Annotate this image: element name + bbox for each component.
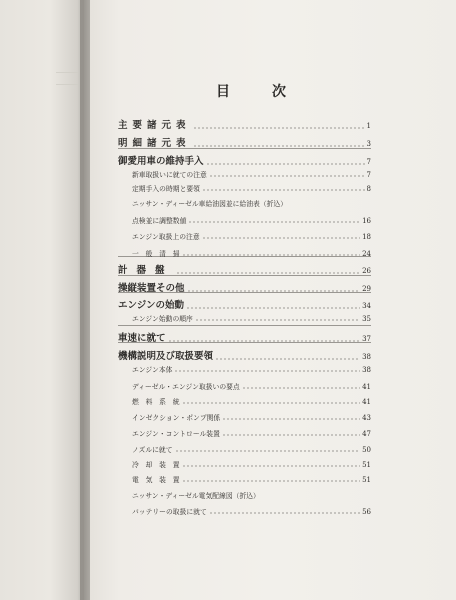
toc-page-number: 8 — [366, 185, 371, 193]
toc-page-number: 34 — [362, 302, 371, 310]
toc-entry-label: ディーゼル・エンジン取扱いの要点 — [132, 383, 240, 391]
toc-entry-label: 機構説明及び取扱要領 — [118, 351, 214, 362]
toc-entry-label: 主要諸元表 — [118, 120, 191, 131]
toc-leader-dots — [187, 290, 361, 292]
toc-subsection-entry — [132, 428, 371, 438]
toc-entry-label: 車速に就て — [118, 333, 166, 344]
toc-leader-dots — [182, 402, 361, 404]
toc-leader-dots — [182, 480, 361, 482]
toc-entry-label: 定期手入の時期と要領 — [132, 185, 200, 193]
toc-leader-dots — [215, 358, 360, 360]
toc-leader-dots — [222, 434, 360, 436]
toc-leader-dots — [195, 319, 360, 321]
toc-subsection-entry — [132, 444, 371, 454]
toc-page-number: 7 — [366, 171, 371, 179]
toc-leader-dots — [242, 387, 360, 389]
toc-leader-dots — [206, 163, 365, 165]
toc-entry-label: 冷 却 装 置 — [132, 461, 180, 469]
toc-section-entry — [118, 330, 371, 344]
toc-page-number: 29 — [362, 285, 371, 293]
toc-page-number: 38 — [362, 353, 371, 361]
toc-page-number: 41 — [362, 398, 371, 406]
toc-leader-dots — [188, 221, 360, 223]
toc-entry-label: 明細諸元表 — [118, 138, 191, 149]
toc-section-entry — [118, 153, 371, 167]
toc-entry-label: 計器盤 — [118, 265, 174, 276]
table-of-contents — [118, 0, 371, 600]
toc-page-number: 51 — [362, 476, 371, 484]
toc-entry-label: 燃 料 系 統 — [132, 398, 180, 406]
toc-entry-label: エンジン始動の順序 — [132, 315, 193, 323]
toc-page-number: 16 — [362, 217, 371, 225]
toc-subsection-entry — [132, 231, 371, 241]
toc-page-number: 24 — [362, 250, 371, 258]
page-title-char: 次 — [272, 84, 286, 100]
left-page-bleed-mark — [56, 84, 78, 95]
left-page-bleed-mark — [56, 72, 78, 83]
toc-subsection-entry — [132, 506, 371, 516]
toc-section-entry — [118, 280, 371, 294]
toc-entry-label: ノズルに就て — [132, 446, 173, 454]
toc-leader-dots — [202, 189, 365, 191]
toc-leader-dots — [202, 237, 360, 239]
toc-page-number: 1 — [366, 122, 371, 130]
toc-entry-label: 点検並に調整数値 — [132, 217, 187, 225]
toc-subsection-entry — [132, 474, 371, 484]
toc-page-number: 7 — [366, 158, 371, 166]
toc-section-entry — [118, 297, 371, 311]
toc-entry-label: 御愛用車の維持手入 — [118, 156, 204, 167]
toc-entry-label: エンジン本体 — [132, 366, 173, 374]
toc-page-number: 35 — [362, 315, 371, 323]
left-page-edge — [0, 0, 84, 600]
toc-entry-label: ニッサン・ディーゼル電気配線図（折込） — [132, 492, 260, 500]
toc-leader-dots — [209, 512, 360, 514]
toc-leader-dots — [182, 254, 361, 256]
toc-entry-label: 電 気 装 置 — [132, 476, 180, 484]
toc-entry-label: 操縦装置その他 — [118, 283, 185, 294]
toc-entry-label: エンジン・コントロール装置 — [132, 430, 220, 438]
toc-subsection-entry — [132, 313, 371, 323]
toc-section-entry — [118, 348, 371, 362]
toc-entry-label: バッテリーの取扱に就て — [132, 508, 207, 516]
toc-leader-dots — [168, 340, 361, 342]
toc-page-number: 56 — [362, 508, 371, 516]
toc-subsection-entry — [132, 490, 371, 500]
toc-leader-dots — [174, 370, 360, 372]
toc-page-number: 38 — [362, 366, 371, 374]
toc-subsection-entry — [132, 198, 371, 208]
section-divider — [118, 325, 371, 326]
toc-page-number: 37 — [362, 335, 371, 343]
toc-entry-label: エンジン取扱上の注意 — [132, 233, 200, 241]
toc-leader-dots — [209, 175, 365, 177]
toc-entry-label: 一 般 清 掃 — [132, 250, 180, 258]
toc-subsection-entry — [132, 169, 371, 179]
toc-entry-label: エンジンの始動 — [118, 300, 185, 311]
toc-entry-label: 新車取扱いに就ての注意 — [132, 171, 207, 179]
toc-page-number: 41 — [362, 383, 371, 391]
toc-subsection-entry — [132, 459, 371, 469]
toc-subsection-entry — [132, 183, 371, 193]
toc-leader-dots — [222, 418, 360, 420]
toc-subsection-entry — [132, 396, 371, 406]
toc-subsection-entry — [132, 412, 371, 422]
toc-section-entry — [118, 262, 371, 276]
toc-leader-dots — [186, 307, 360, 309]
toc-page-number: 3 — [366, 140, 371, 148]
toc-section-entry — [118, 117, 371, 131]
toc-subsection-entry — [132, 215, 371, 225]
toc-section-entry — [118, 135, 371, 149]
toc-page-number: 18 — [362, 233, 371, 241]
toc-page-number: 43 — [362, 414, 371, 422]
page-title-char: 目 — [216, 84, 230, 100]
toc-leader-dots — [176, 272, 361, 274]
toc-leader-dots — [175, 450, 361, 452]
toc-leader-dots — [193, 127, 365, 129]
toc-page-number: 50 — [362, 446, 371, 454]
toc-subsection-entry — [132, 248, 371, 258]
toc-leader-dots — [182, 465, 361, 467]
toc-entry-label: インゼクション・ポンプ関係 — [132, 414, 221, 422]
toc-page-number: 47 — [362, 430, 371, 438]
toc-leader-dots — [193, 145, 365, 147]
toc-subsection-entry — [132, 364, 371, 374]
toc-page-number: 51 — [362, 461, 371, 469]
toc-entry-label: ニッサン・ディーゼル車給油図並に給油表（折込） — [132, 200, 288, 208]
toc-subsection-entry — [132, 381, 371, 391]
toc-page-number: 26 — [362, 267, 371, 275]
